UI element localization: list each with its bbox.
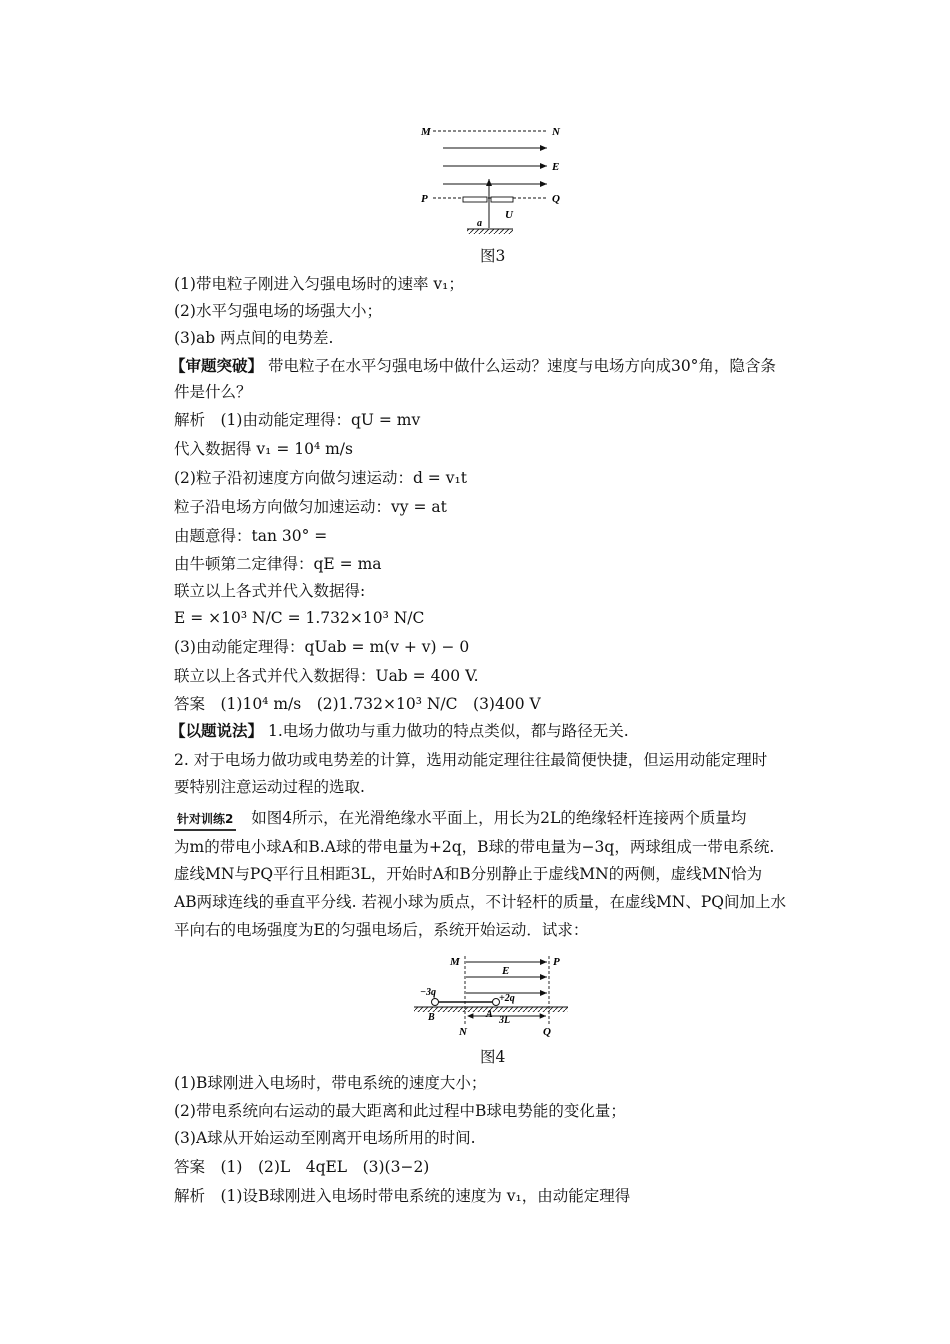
question-2-3: (3)A球从开始运动至刚离开电场所用的时间. xyxy=(174,1129,476,1147)
ball-B xyxy=(432,999,439,1006)
shenti-line-1 xyxy=(170,356,776,376)
solution-1-line-5: 由题意得：tan 30° = xyxy=(174,527,328,545)
label-M: M xyxy=(421,126,431,138)
question-1-3: (3)ab 两点间的电势差. xyxy=(174,329,334,347)
label-A4: A xyxy=(486,1009,493,1020)
training-line-5: 平向右的电场强度为E的匀强电场后，系统开始运动．试求： xyxy=(174,921,589,939)
label-P4: P xyxy=(553,956,560,968)
label-pos2q: +2q xyxy=(499,993,515,1004)
shenti-text: 带电粒子在水平匀强电场中做什么运动？速度与电场方向成30°角，隐含条 xyxy=(267,357,776,375)
label-U: U xyxy=(505,209,513,221)
solution-1-line-8: E = ×10³ N/C = 1.732×10³ N/C xyxy=(174,609,425,627)
question-1-2: (2)水平匀强电场的场强大小； xyxy=(174,302,382,320)
ball-A xyxy=(493,999,500,1006)
yiti-tag: 【以题说法】 xyxy=(170,721,264,740)
label-3L: 3L xyxy=(499,1015,511,1026)
solution-1-line-7: 联立以上各式并代入数据得: xyxy=(174,582,366,600)
label-P: P xyxy=(421,193,428,205)
yiti-text: 1.电场力做功与重力做功的特点类似，都与路径无关. xyxy=(267,722,629,740)
figure-3-diagram xyxy=(415,118,575,244)
label-E4: E xyxy=(502,965,510,977)
solution-1-line-10: 联立以上各式并代入数据得：Uab = 400 V. xyxy=(174,667,479,685)
label-B4: B xyxy=(428,1012,435,1023)
yiti-line-2: 2. 对于电场力做功或电势差的计算，选用动能定理往往最简便快捷，但运用动能定理时 xyxy=(174,751,768,769)
training-tag: 针对训练2 xyxy=(174,809,236,831)
solution-1-line-6: 由牛顿第二定律得：qE = ma xyxy=(174,555,382,573)
figure-4-diagram xyxy=(410,950,580,1040)
label-M4: M xyxy=(450,956,460,968)
solution-1-line-2: 代入数据得 v₁ = 10⁴ m/s xyxy=(174,440,353,458)
label-neg3q: −3q xyxy=(420,987,437,998)
answer-2: 答案 (1) (2)L 4qEL (3)(3−2) xyxy=(174,1158,430,1176)
training-line-3: 虚线MN与PQ平行且相距3L，开始时A和B分别静止于虚线MN的两侧，虚线MN恰为 xyxy=(174,865,763,883)
training-line-4: AB两球连线的垂直平分线. 若视小球为质点，不计轻杆的质量，在虚线MN、PQ间加上水 xyxy=(174,893,787,911)
shenti-line-2: 件是什么？ xyxy=(174,383,252,401)
training-line-2: 为m的带电小球A和B.A球的带电量为+2q，B球的带电量为−3q，两球组成一带电系统. xyxy=(174,838,775,856)
solution-2-line-1: 解析 (1)设B球刚进入电场时带电系统的速度为 v₁，由动能定理得 xyxy=(174,1187,631,1205)
figure-4-caption: 图4 xyxy=(480,1048,506,1066)
label-N4: N xyxy=(459,1026,467,1038)
figure-3-caption: 图3 xyxy=(480,247,506,265)
label-a: a xyxy=(477,218,482,229)
solution-1-line-4: 粒子沿电场方向做匀加速运动：vy = at xyxy=(174,498,447,516)
yiti-line-3: 要特别注意运动过程的选取. xyxy=(174,778,365,796)
solution-1-line-1: 解析 (1)由动能定理得：qU = mv xyxy=(174,411,421,429)
label-Q: Q xyxy=(552,193,560,205)
yiti-line-1 xyxy=(170,721,629,741)
answer-1: 答案 (1)10⁴ m/s (2)1.732×10³ N/C (3)400 V xyxy=(174,695,541,713)
training-line-1 xyxy=(174,808,746,831)
label-Q4: Q xyxy=(543,1026,551,1038)
training-text: 如图4所示，在光滑绝缘水平面上，用长为2L的绝缘轻杆连接两个质量均 xyxy=(251,809,747,827)
question-1-1: (1)带电粒子刚进入匀强电场时的速率 v₁； xyxy=(174,275,464,293)
label-E: E xyxy=(552,161,560,173)
solution-1-line-9: (3)由动能定理得：qUab = m(v + v) − 0 xyxy=(174,638,470,656)
question-2-1: (1)B球刚进入电场时，带电系统的速度大小； xyxy=(174,1074,487,1092)
solution-1-line-3: (2)粒子沿初速度方向做匀速运动：d = v₁t xyxy=(174,469,467,487)
question-2-2: (2)带电系统向右运动的最大距离和此过程中B球电势能的变化量； xyxy=(174,1102,626,1120)
label-N: N xyxy=(552,126,560,138)
shenti-tag: 【审题突破】 xyxy=(170,356,264,375)
